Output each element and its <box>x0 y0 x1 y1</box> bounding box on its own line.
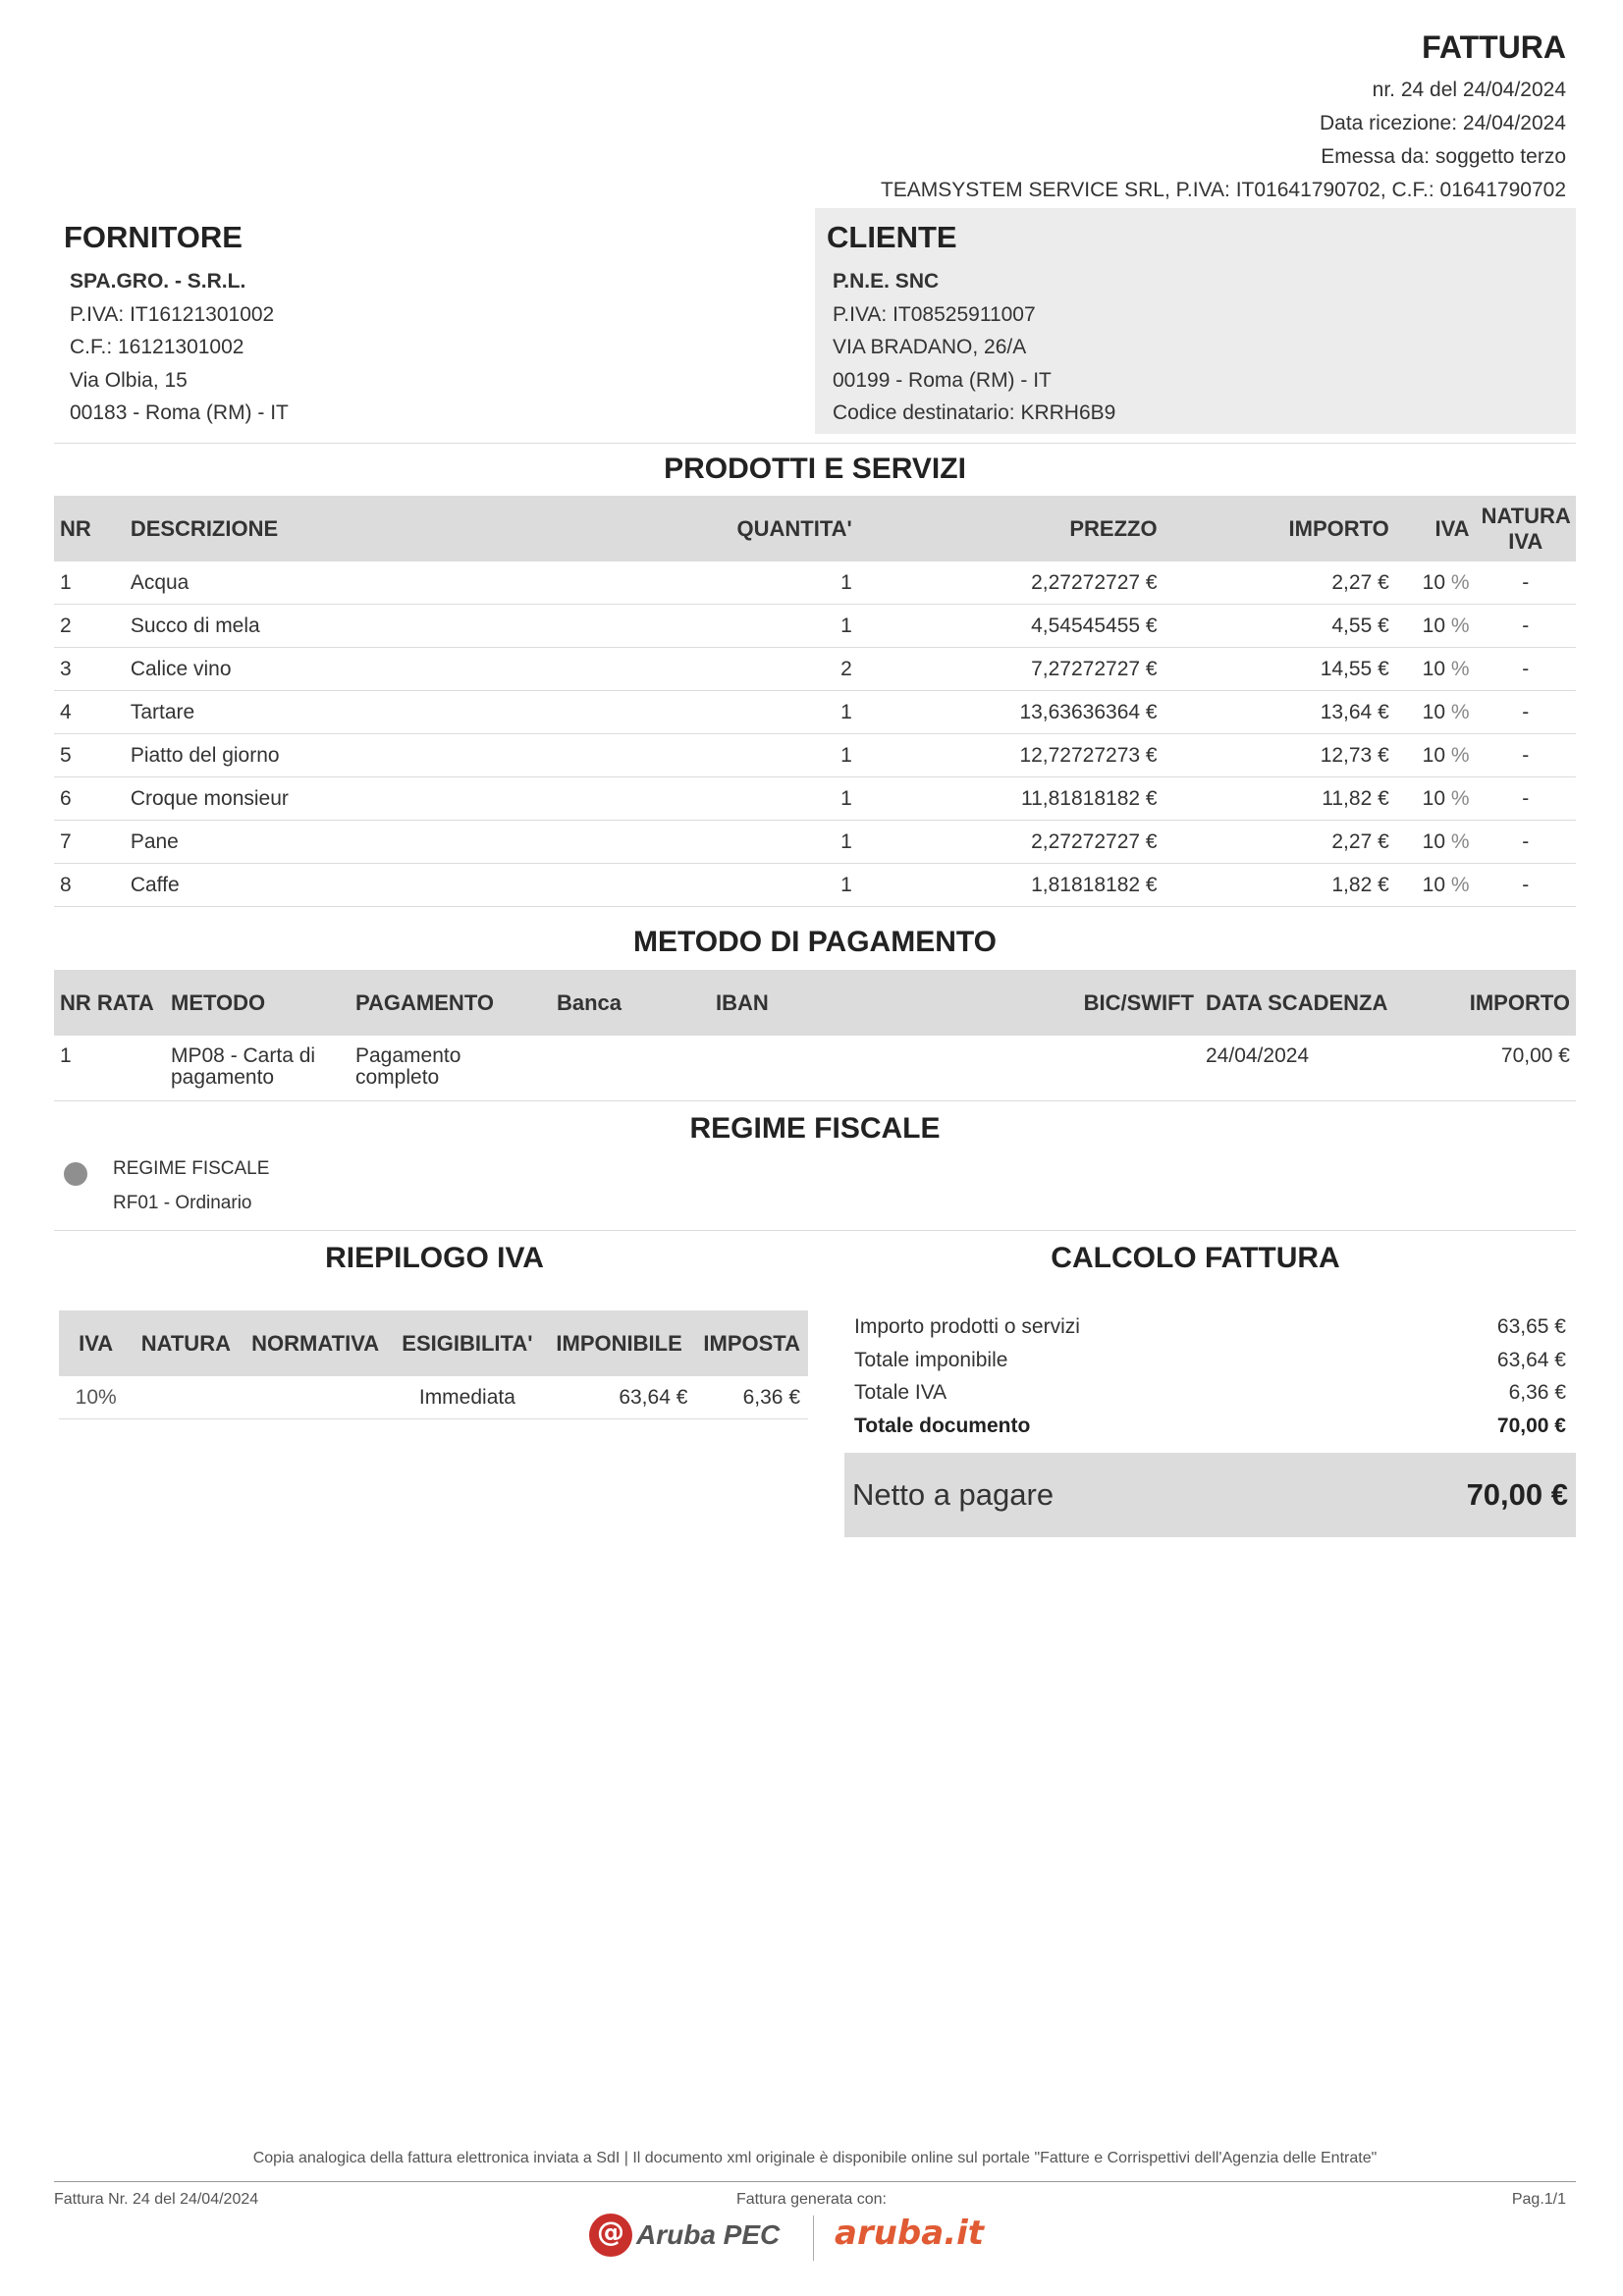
row-iva <box>1395 864 1476 907</box>
calc-label: Importo prodotti o servizi <box>854 1315 1080 1338</box>
row-nr: 1 <box>54 561 125 605</box>
aruba-pec-text: Aruba PEC <box>636 2219 781 2250</box>
pay-method-line2: pagamento <box>171 1066 275 1089</box>
supplier-block <box>54 208 810 434</box>
col-normativa: NORMATIVA <box>239 1310 392 1376</box>
netto-label: Netto a pagare <box>852 1477 1055 1512</box>
row-qty: 2 <box>654 648 857 691</box>
col-importo: IMPORTO <box>1163 496 1395 561</box>
calc-label: Totale documento <box>854 1414 1031 1437</box>
supplier-heading: FORNITORE <box>64 220 243 254</box>
pay-status <box>350 1036 551 1101</box>
table-row <box>54 561 1576 605</box>
invoice-title: FATTURA <box>1422 29 1566 65</box>
row-amount: 14,55 € <box>1163 648 1395 691</box>
iva-pct: % <box>1450 786 1470 810</box>
row-nr: 7 <box>54 821 125 864</box>
col-bic: BIC/SWIFT <box>1060 970 1200 1036</box>
row-amount: 11,82 € <box>1163 777 1395 821</box>
col-prezzo: PREZZO <box>858 496 1163 561</box>
netto-box <box>844 1453 1576 1537</box>
logo-divider <box>813 2216 814 2261</box>
products-header-row <box>54 496 1576 561</box>
issued-by: Emessa da: soggetto terzo <box>1321 145 1566 168</box>
pay-status-line2: completo <box>355 1066 440 1089</box>
vat-summary-heading: RIEPILOGO IVA <box>325 1242 544 1274</box>
footer-generated-with: Fattura generata con: <box>736 2191 887 2208</box>
iva-value: 10 <box>1422 743 1446 767</box>
row-qty: 1 <box>654 605 857 648</box>
netto-value: 70,00 € <box>1466 1477 1568 1512</box>
iva-value: 10 <box>1422 570 1446 594</box>
row-price: 11,81818182 € <box>858 777 1163 821</box>
col-iva: IVA <box>1395 496 1476 561</box>
row-price: 2,27272727 € <box>858 561 1163 605</box>
calc-row-total <box>844 1410 1576 1443</box>
row-price: 2,27272727 € <box>858 821 1163 864</box>
row-price: 4,54545455 € <box>858 605 1163 648</box>
calc-value: 70,00 € <box>1496 1414 1566 1437</box>
row-natura: - <box>1476 821 1576 864</box>
calc-rows <box>844 1310 1576 1442</box>
col-banca: Banca <box>551 970 710 1036</box>
regime-label: REGIME FISCALE <box>113 1158 270 1179</box>
calc-label: Totale imponibile <box>854 1348 1008 1371</box>
calc-value: 6,36 € <box>1508 1381 1566 1404</box>
table-row <box>54 691 1576 734</box>
row-amount: 13,64 € <box>1163 691 1395 734</box>
row-amount: 4,55 € <box>1163 605 1395 648</box>
iva-value: 10 <box>1422 700 1446 723</box>
iva-value: 10 <box>1422 786 1446 810</box>
client-address: VIA BRADANO, 26/A <box>833 336 1027 358</box>
table-row <box>54 821 1576 864</box>
row-desc: Acqua <box>125 561 654 605</box>
row-nr: 4 <box>54 691 125 734</box>
bullet-icon <box>64 1162 87 1186</box>
row-natura: - <box>1476 777 1576 821</box>
row-amount: 1,82 € <box>1163 864 1395 907</box>
table-row <box>54 864 1576 907</box>
supplier-address: Via Olbia, 15 <box>70 368 188 392</box>
pay-bank <box>551 1036 710 1101</box>
row-desc: Succo di mela <box>125 605 654 648</box>
row-desc: Pane <box>125 821 654 864</box>
footer-logos <box>589 2214 1041 2269</box>
col-imponibile: IMPONIBILE <box>543 1310 696 1376</box>
iva-pct: % <box>1450 614 1470 637</box>
client-name: P.N.E. SNC <box>833 270 940 293</box>
calc-row <box>844 1376 1576 1410</box>
iva-pct: % <box>1450 829 1470 853</box>
row-desc: Tartare <box>125 691 654 734</box>
row-desc: Croque monsieur <box>125 777 654 821</box>
pay-due-date: 24/04/2024 <box>1200 1036 1452 1101</box>
third-party: TEAMSYSTEM SERVICE SRL, P.IVA: IT01641790702, C.F.: 01641790702 <box>880 179 1566 201</box>
payment-header-row <box>54 970 1576 1036</box>
table-row <box>59 1376 808 1419</box>
vat-header-row <box>59 1310 808 1376</box>
table-row <box>54 648 1576 691</box>
row-desc: Calice vino <box>125 648 654 691</box>
vat-imposta: 6,36 € <box>695 1376 808 1419</box>
row-iva <box>1395 691 1476 734</box>
col-nr-rata: NR RATA <box>54 970 165 1036</box>
pay-method-line1: MP08 - Carta di <box>171 1044 316 1067</box>
table-row <box>54 1036 1576 1101</box>
row-qty: 1 <box>654 561 857 605</box>
col-imposta: IMPOSTA <box>695 1310 808 1376</box>
row-desc: Caffe <box>125 864 654 907</box>
col-iban: IBAN <box>710 970 1060 1036</box>
row-price: 1,81818182 € <box>858 864 1163 907</box>
aruba-it-logo: aruba.it <box>835 2214 985 2253</box>
payment-table <box>54 970 1576 1101</box>
calc-row <box>844 1310 1576 1344</box>
row-iva <box>1395 734 1476 777</box>
col-metodo: METODO <box>165 970 350 1036</box>
row-iva <box>1395 777 1476 821</box>
iva-pct: % <box>1450 657 1470 680</box>
invoice-page <box>54 0 1576 2296</box>
client-block <box>815 208 1576 434</box>
table-row <box>54 734 1576 777</box>
col-iva: IVA <box>59 1310 133 1376</box>
row-natura: - <box>1476 734 1576 777</box>
calc-heading: CALCOLO FATTURA <box>1051 1242 1340 1274</box>
row-amount: 2,27 € <box>1163 821 1395 864</box>
col-natura-iva: NATURA IVA <box>1476 496 1576 561</box>
pay-iban <box>710 1036 1060 1101</box>
products-heading: PRODOTTI E SERVIZI <box>664 453 966 485</box>
row-nr: 6 <box>54 777 125 821</box>
row-qty: 1 <box>654 734 857 777</box>
supplier-name: SPA.GRO. - S.R.L. <box>70 270 246 293</box>
row-iva <box>1395 648 1476 691</box>
divider <box>54 443 1576 444</box>
calc-label: Totale IVA <box>854 1381 947 1404</box>
vat-esigibilita: Immediata <box>392 1376 543 1419</box>
iva-pct: % <box>1450 570 1470 594</box>
iva-value: 10 <box>1422 614 1446 637</box>
regime-value: RF01 - Ordinario <box>113 1193 252 1213</box>
row-price: 13,63636364 € <box>858 691 1163 734</box>
vat-rate: 10% <box>59 1376 133 1419</box>
products-table <box>54 496 1576 907</box>
calc-row <box>844 1344 1576 1377</box>
client-heading: CLIENTE <box>827 220 957 254</box>
col-esigibilita: ESIGIBILITA' <box>392 1310 543 1376</box>
seal-icon <box>589 2214 632 2257</box>
row-nr: 3 <box>54 648 125 691</box>
table-row <box>54 605 1576 648</box>
col-nr: NR <box>54 496 125 561</box>
row-qty: 1 <box>654 864 857 907</box>
row-natura: - <box>1476 605 1576 648</box>
pay-method <box>165 1036 350 1101</box>
row-qty: 1 <box>654 821 857 864</box>
row-desc: Piatto del giorno <box>125 734 654 777</box>
row-nr: 5 <box>54 734 125 777</box>
calc-value: 63,65 € <box>1496 1315 1566 1338</box>
row-nr: 8 <box>54 864 125 907</box>
invoice-number: nr. 24 del 24/04/2024 <box>1372 79 1566 101</box>
row-iva <box>1395 605 1476 648</box>
supplier-city: 00183 - Roma (RM) - IT <box>70 401 289 424</box>
row-qty: 1 <box>654 777 857 821</box>
client-piva: P.IVA: IT08525911007 <box>833 302 1036 326</box>
client-city: 00199 - Roma (RM) - IT <box>833 368 1052 392</box>
col-quantita: QUANTITA' <box>654 496 857 561</box>
pay-nr: 1 <box>54 1036 165 1101</box>
row-natura: - <box>1476 691 1576 734</box>
col-natura: NATURA <box>133 1310 239 1376</box>
row-iva <box>1395 561 1476 605</box>
vat-normativa <box>239 1376 392 1419</box>
col-importo: IMPORTO <box>1452 970 1576 1036</box>
pay-status-line1: Pagamento <box>355 1044 461 1067</box>
row-natura: - <box>1476 648 1576 691</box>
footer-invoice-ref: Fattura Nr. 24 del 24/04/2024 <box>54 2191 259 2208</box>
row-natura: - <box>1476 864 1576 907</box>
iva-value: 10 <box>1422 873 1446 896</box>
footer-page: Pag.1/1 <box>1511 2191 1566 2208</box>
col-pagamento: PAGAMENTO <box>350 970 551 1036</box>
iva-pct: % <box>1450 873 1470 896</box>
row-price: 7,27272727 € <box>858 648 1163 691</box>
client-code: Codice destinatario: KRRH6B9 <box>833 401 1116 424</box>
row-natura: - <box>1476 561 1576 605</box>
regime-heading: REGIME FISCALE <box>689 1112 941 1145</box>
supplier-cf: C.F.: 16121301002 <box>70 336 244 358</box>
iva-value: 10 <box>1422 657 1446 680</box>
vat-summary-table <box>59 1310 808 1419</box>
payment-heading: METODO DI PAGAMENTO <box>632 926 998 958</box>
pay-bic <box>1060 1036 1200 1101</box>
pay-amount: 70,00 € <box>1452 1036 1576 1101</box>
supplier-piva: P.IVA: IT16121301002 <box>70 302 275 326</box>
row-iva <box>1395 821 1476 864</box>
footer-divider <box>54 2181 1576 2182</box>
iva-pct: % <box>1450 743 1470 767</box>
calc-value: 63,64 € <box>1496 1348 1566 1371</box>
col-descrizione: DESCRIZIONE <box>125 496 654 561</box>
row-price: 12,72727273 € <box>858 734 1163 777</box>
col-data-scadenza: DATA SCADENZA <box>1200 970 1452 1036</box>
iva-pct: % <box>1450 700 1470 723</box>
received-date: Data ricezione: 24/04/2024 <box>1319 112 1566 134</box>
vat-imponibile: 63,64 € <box>543 1376 696 1419</box>
divider <box>54 1230 1576 1231</box>
vat-natura <box>133 1376 239 1419</box>
row-amount: 12,73 € <box>1163 734 1395 777</box>
footer-note: Copia analogica della fattura elettronica inviata a SdI | Il documento xml originale è disponibile online sul portale "Fatture e Corrispettivi dell'Agenzia delle Entrate" <box>252 2150 1378 2166</box>
invoice-header <box>881 29 1566 207</box>
iva-value: 10 <box>1422 829 1446 853</box>
row-qty: 1 <box>654 691 857 734</box>
aruba-pec-logo <box>589 2214 780 2257</box>
row-nr: 2 <box>54 605 125 648</box>
table-row <box>54 777 1576 821</box>
row-amount: 2,27 € <box>1163 561 1395 605</box>
